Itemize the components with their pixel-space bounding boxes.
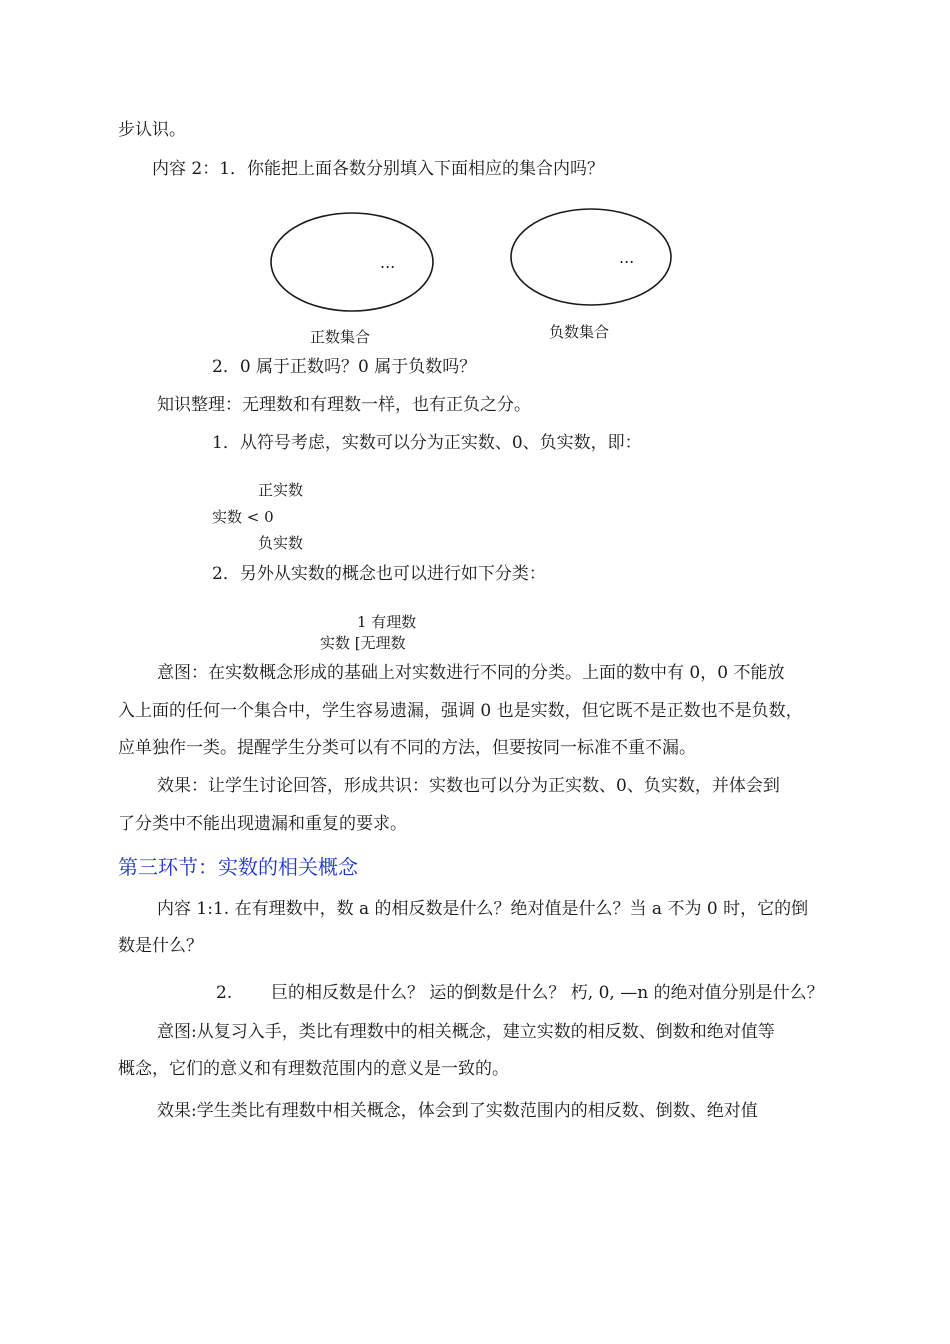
item-number: 2. (216, 983, 233, 1003)
classify-sign-top: 正实数 (258, 481, 304, 499)
section-heading: 第三环节：实数的相关概念 (118, 855, 358, 879)
ellipse-left-dots: ... (380, 253, 396, 272)
paragraph-line: 意图：在实数概念形成的基础上对实数进行不同的分类。上面的数中有 0，0 不能放 (157, 663, 785, 683)
classify-concept-bottom: 实数 [无理数 (320, 634, 406, 652)
paragraph-line: 数是什么？ (118, 936, 203, 956)
set-diagram (260, 195, 690, 355)
paragraph-line: 巨的相反数是什么？ 运的倒数是什么？ 朽, 0, —n 的绝对值分别是什么？ (271, 983, 824, 1003)
positive-set-ellipse (271, 213, 433, 311)
negative-set-label: 负数集合 (549, 323, 610, 341)
paragraph-line: 效果：让学生讨论回答，形成共识：实数也可以分为正实数、0、负实数，并体会到 (157, 776, 780, 796)
paragraph-line: 意图:从复习入手，类比有理数中的相关概念，建立实数的相反数、倒数和绝对值等 (157, 1022, 775, 1042)
ellipse-right-dots: ... (619, 248, 635, 267)
classify-sign-bottom: 负实数 (258, 534, 304, 552)
negative-set-ellipse (511, 209, 671, 305)
paragraph-line: 2．0 属于正数吗？0 属于负数吗？ (212, 357, 477, 377)
paragraph-line: 效果:学生类比有理数中相关概念，体会到了实数范围内的相反数、倒数、绝对值 (157, 1101, 758, 1121)
paragraph-line: 概念，它们的意义和有理数范围内的意义是一致的。 (118, 1059, 509, 1079)
paragraph-line: 应单独作一类。提醒学生分类可以有不同的方法，但要按同一标准不重不漏。 (118, 738, 696, 758)
paragraph-line: 内容 1:1. 在有理数中，数 a 的相反数是什么？绝对值是什么？当 a 不为 0 时，它的倒 (157, 899, 809, 919)
paragraph-line: 入上面的任何一个集合中，学生容易遗漏，强调 0 也是实数，但它既不是正数也不是负数， (118, 701, 803, 721)
classify-sign-mid: 实数 < 0 (212, 508, 274, 526)
paragraph-line: 步认识。 (118, 120, 186, 140)
paragraph-line: 内容 2：1．你能把上面各数分别填入下面相应的集合内吗？ (152, 159, 605, 179)
paragraph-line: 了分类中不能出现遗漏和重复的要求。 (118, 814, 407, 834)
paragraph-line: 知识整理：无理数和有理数一样，也有正负之分。 (157, 395, 531, 415)
positive-set-label: 正数集合 (310, 328, 371, 346)
classify-concept-top: 1 有理数 (357, 613, 417, 631)
paragraph-line: 2．另外从实数的概念也可以进行如下分类： (212, 564, 546, 584)
paragraph-line: 1．从符号考虑，实数可以分为正实数、0、负实数，即： (212, 433, 642, 453)
